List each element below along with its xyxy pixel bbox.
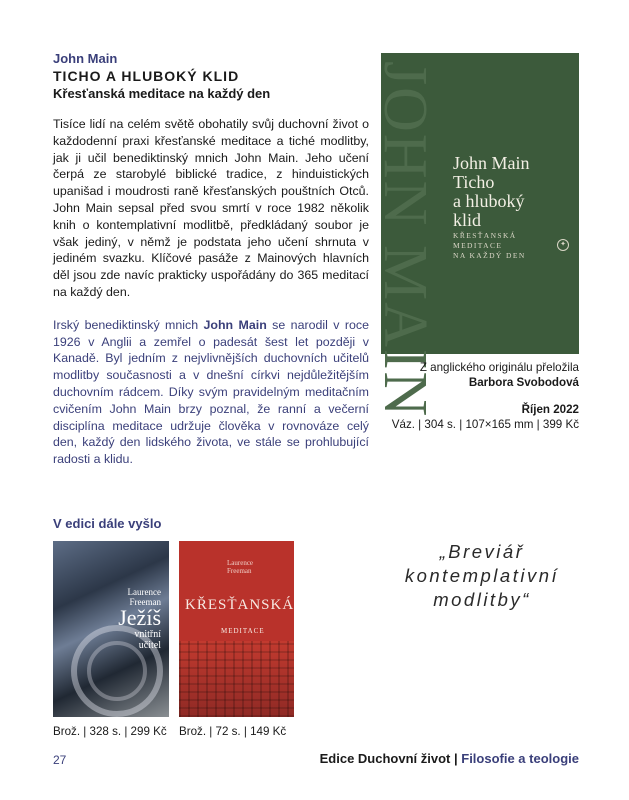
cover-author xyxy=(227,559,253,575)
cover-author-line: Laurence xyxy=(227,559,254,567)
cover-author-line: Freeman xyxy=(129,597,161,607)
page-number: 27 xyxy=(53,753,67,767)
cover-title-line: Ticho xyxy=(453,172,495,192)
cover-author xyxy=(128,587,161,607)
release-date: Říjen 2022 xyxy=(521,403,579,416)
cover-title-line: klid xyxy=(453,210,482,230)
pull-quote xyxy=(388,540,576,612)
footer-series xyxy=(320,751,579,766)
footer-separator: | xyxy=(453,751,458,766)
book-cover-krestanska-meditace xyxy=(179,541,294,717)
series-name: Edice Duchovní život xyxy=(319,751,451,766)
cover-sub-line: vnitřní xyxy=(134,629,161,640)
book-cover-jezis xyxy=(53,541,169,717)
translation-label: Z anglického originálu přeložila xyxy=(419,361,579,374)
bio-text: se narodil v roce 1926 v Anglii a zemřel o padesát šest let později v Kanadě. Byl jedním z nejvlivnějších duchovních učitelů modlitby současnosti a v dnešní církvi nejdůležitějším duchovním rádcem. Díky svým pravidelným meditačním cvičením John Main brzy poznal, že ranní a večerní disciplína meditace udržuje člověka v rovnováze celý den, každý den lidského života, ve stále se prohlubující radosti a klidu. xyxy=(53,317,369,467)
cover-sub-line: KŘESŤANSKÁ xyxy=(453,231,517,240)
cover-author-line: Laurence xyxy=(127,587,161,597)
cover-author: John Main xyxy=(453,153,530,173)
cover-pattern-decoration xyxy=(179,641,294,717)
cover-author-line: Freeman xyxy=(227,567,252,575)
book-info xyxy=(53,50,369,468)
book-author: John Main xyxy=(53,51,118,66)
also-published-heading: V edici dále vyšlo xyxy=(53,516,162,531)
book-specs: Váz. | 304 s. | 107×165 mm | 399 Kč xyxy=(391,418,579,431)
bio-author-name: John Main xyxy=(203,317,267,332)
cover-sub-line: NA KAŽDÝ DEN xyxy=(453,251,526,260)
cover-sub-line: MEDITACE xyxy=(453,241,503,250)
cover-title-line: a hluboký xyxy=(453,191,525,211)
cover-subtitle xyxy=(134,629,161,651)
cover-title: Ježíš xyxy=(118,605,161,630)
quote-line: kontemplativní xyxy=(404,565,560,586)
cover-subtitle xyxy=(453,231,573,261)
series-category: Filosofie a teologie xyxy=(461,751,579,766)
translator-name: Barbora Svobodová xyxy=(468,376,579,389)
book-price-jezis: Brož. | 328 s. | 299 Kč xyxy=(53,725,167,738)
book-title: TICHO A HLUBOKÝ KLID xyxy=(53,68,240,84)
cover-title: KŘESŤANSKÁ xyxy=(185,597,295,613)
cover-sub-line: učitel xyxy=(138,640,161,651)
quote-line: modlitby“ xyxy=(433,589,531,610)
cover-vertical-author: JOHN MAIN xyxy=(371,61,439,419)
quote-line: „Breviář xyxy=(439,541,525,562)
bio-prefix: Irský benediktinský mnich xyxy=(53,317,204,332)
publisher-logo-icon: ✦ xyxy=(557,239,569,251)
book-meta xyxy=(392,360,579,432)
book-price-krestanska-meditace: Brož. | 72 s. | 149 Kč xyxy=(179,725,287,738)
cover-subtitle: MEDITACE xyxy=(221,627,265,635)
book-subtitle: Křesťanská meditace na každý den xyxy=(53,86,271,101)
author-bio xyxy=(53,317,369,468)
cover-title xyxy=(453,173,573,230)
book-description: Tisíce lidí na celém světě obohatily svůj duchovní život o každodenní praxi křesťanské meditace a tiché modlitby, jak ji učil benediktinský mnich John Main. Jeho učení čerpá ze starobylé biblické tradice, z hinduistických upanišad i moudrosti raně křesťanských pouštních Otců. John Main sepsal před svou smrtí v roce 1982 několik knih o kontemplativní modlitbě, předkládaný soubor je však jediný, v němž je podstata jeho učení shrnuta v jediném svazku. Klíčové pasáže z Mainových hlavních děl jsou zde navíc prakticky uspořádány do 365 meditací na každý den. xyxy=(53,117,369,299)
